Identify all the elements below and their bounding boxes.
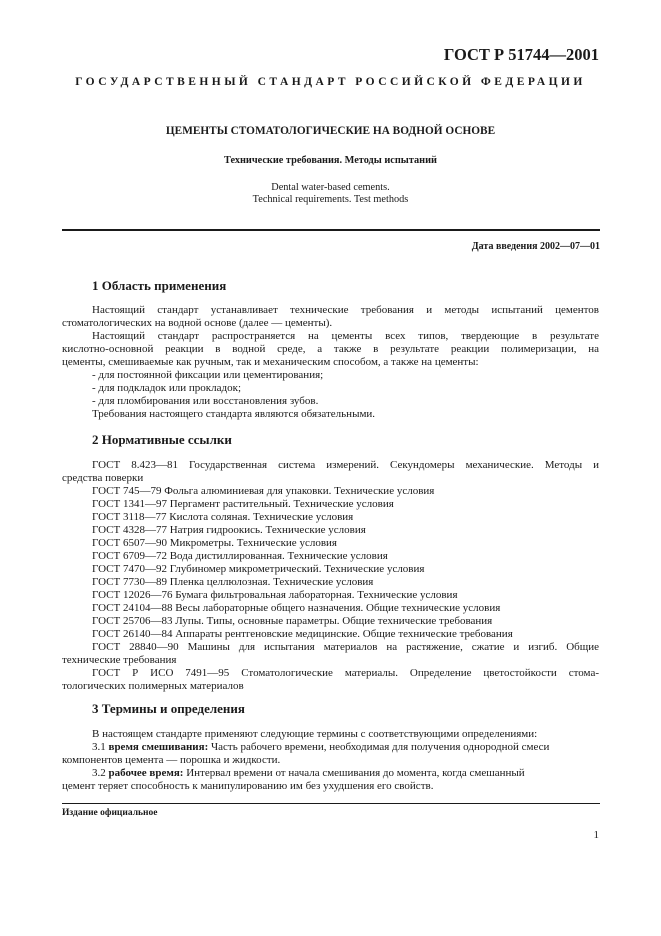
normative-references-list: [62, 459, 599, 693]
paragraph-line: Требования настоящего стандарта являются обязательными.: [92, 408, 376, 420]
reference-line: ГОСТ 745—79 Фольга алюминиевая для упаковки. Технические условия: [92, 485, 435, 497]
reference-line: ГОСТ 7730—89 Пленка целлюлозная. Технические условия: [92, 576, 374, 588]
title-divider: [62, 229, 600, 231]
document-title: ЦЕМЕНТЫ СТОМАТОЛОГИЧЕСКИЕ НА ВОДНОЙ ОСНОВЕ: [165, 125, 496, 137]
reference-line: ГОСТ 25706—83 Лупы. Типы, основные параметры. Общие технические требования: [92, 615, 493, 627]
document-subtitle: Технические требования. Методы испытаний: [224, 155, 437, 166]
reference-line: ГОСТ Р ИСО 7491—95 Стоматологические материалы. Определение цветостойкости стома-: [92, 667, 599, 679]
reference-line: ГОСТ 24104—88 Весы лабораторные общего назначения. Общие технические условия: [92, 602, 501, 614]
reference-line: ГОСТ 26140—84 Аппараты рентгеновские медицинские. Общие технические требования: [92, 628, 513, 640]
reference-line: ГОСТ 3118—77 Кислота соляная. Технические условия: [92, 511, 354, 523]
list-item: - для подкладок или прокладок;: [92, 382, 241, 394]
reference-line: ГОСТ 8.423—81 Государственная система измерений. Секундомеры механические. Методы и: [92, 459, 599, 471]
paragraph-line: стоматологических на водной основе (далее — цементы).: [62, 317, 333, 329]
list-item: - для пломбирования или восстановления зубов.: [92, 395, 319, 407]
section-1-heading: 1 Область применения: [92, 278, 227, 293]
paragraph-line: Настоящий стандарт устанавливает технические требования и методы испытаний цементов: [92, 304, 599, 316]
section-3-heading: 3 Термины и определения: [92, 701, 245, 716]
term-name: рабочее время:: [108, 767, 184, 779]
paragraph-line: цемент теряет способность к манипулированию им без ухудшения его свойств.: [62, 780, 434, 792]
paragraph-line: кислотно-основной реакции в водной среде, а также в результате реакции полимеризации, на: [62, 343, 599, 355]
reference-line: ГОСТ 28840—90 Машины для испытания материалов на растяжение, сжатие и изгиб. Общие: [92, 641, 599, 653]
reference-line: средства поверки: [62, 472, 144, 484]
paragraph-line: компонентов цемента — порошка и жидкости.: [62, 754, 281, 766]
reference-line: ГОСТ 6507—90 Микрометры. Технические условия: [92, 537, 337, 549]
reference-line: ГОСТ 1341—97 Пергамент растительный. Технические условия: [92, 498, 394, 510]
reference-line: ГОСТ 12026—76 Бумага фильтровальная лабораторная. Технические условия: [92, 589, 458, 601]
terms-definitions: [62, 728, 599, 793]
term-3-2-line: [92, 767, 599, 780]
reference-line: ГОСТ 7470—92 Глубиномер микрометрический. Технические условия: [92, 563, 425, 575]
gost-number: ГОСТ Р 51744—2001: [443, 45, 599, 64]
term-definition: Часть рабочего времени, необходимая для получения однородной смеси: [211, 741, 550, 753]
section-2-heading: 2 Нормативные ссылки: [92, 432, 232, 447]
paragraph-line: В настоящем стандарте применяют следующие термины с соответствующими определениями:: [92, 728, 538, 740]
official-edition-label: Издание официальное: [62, 808, 158, 818]
english-title-line2: Technical requirements. Test methods: [252, 194, 409, 205]
list-item: - для постоянной фиксации или цементирования;: [92, 369, 324, 381]
term-number: 3.1: [92, 741, 106, 753]
page-number: 1: [593, 829, 599, 841]
section-1-body: [62, 304, 599, 421]
reference-line: ГОСТ 4328—77 Натрия гидроокись. Технические условия: [92, 524, 366, 536]
intro-date: Дата введения 2002—07—01: [471, 241, 600, 252]
reference-line: технические требования: [62, 654, 177, 666]
reference-line: ГОСТ 6709—72 Вода дистиллированная. Технические условия: [92, 550, 388, 562]
term-3-1-line: [92, 741, 599, 754]
standard-type-header: ГОСУДАРСТВЕННЫЙ СТАНДАРТ РОССИЙСКОЙ ФЕДЕРАЦИИ: [75, 76, 586, 88]
paragraph-line: цементы, смешиваемые как ручным, так и механическим способом, а также на цементы:: [62, 356, 479, 368]
english-title-line1: Dental water-based cements.: [271, 182, 390, 193]
term-number: 3.2: [92, 767, 106, 779]
term-definition: Интервал времени от начала смешивания до момента, когда смешанный: [186, 767, 525, 779]
reference-line: тологических полимерных материалов: [62, 680, 244, 692]
term-name: время смешивания:: [108, 741, 209, 753]
paragraph-line: Настоящий стандарт распространяется на цементы всех типов, твердеющие в результате: [92, 330, 599, 342]
footer-divider: [62, 803, 600, 804]
